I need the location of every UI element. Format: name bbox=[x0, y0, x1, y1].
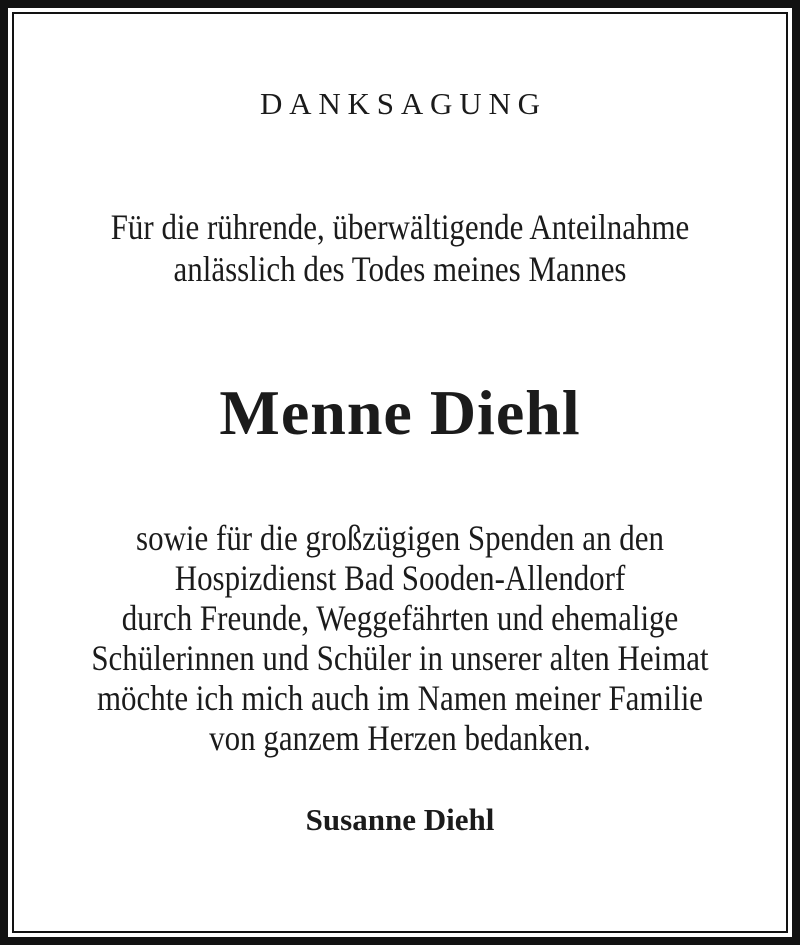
thanks-line-2: Hospizdienst Bad Sooden-Allendorf bbox=[174, 558, 626, 598]
intro-line-1: Für die rührende, überwältigende Anteilnahme bbox=[110, 207, 690, 247]
thanks-line-6: von ganzem Herzen bedanken. bbox=[209, 718, 591, 758]
thanks-line-5: möchte ich mich auch im Namen meiner Familie bbox=[96, 678, 704, 718]
deceased-name: Menne Diehl bbox=[219, 377, 581, 448]
intro-text bbox=[68, 206, 732, 290]
thanks-line-4: Schülerinnen und Schüler in unserer alten Heimat bbox=[91, 638, 709, 678]
thanks-line-1: sowie für die großzügigen Spenden an den bbox=[136, 518, 664, 558]
intro-line-2: anlässlich des Todes meines Mannes bbox=[173, 249, 627, 289]
thanks-line-3: durch Freunde, Weggefährten und ehemalige bbox=[121, 598, 679, 638]
notice-title: DANKSAGUNG bbox=[259, 86, 547, 121]
decorative-inner-frame bbox=[12, 12, 788, 933]
thanks-text bbox=[68, 518, 732, 758]
signature-name: Susanne Diehl bbox=[305, 802, 495, 837]
